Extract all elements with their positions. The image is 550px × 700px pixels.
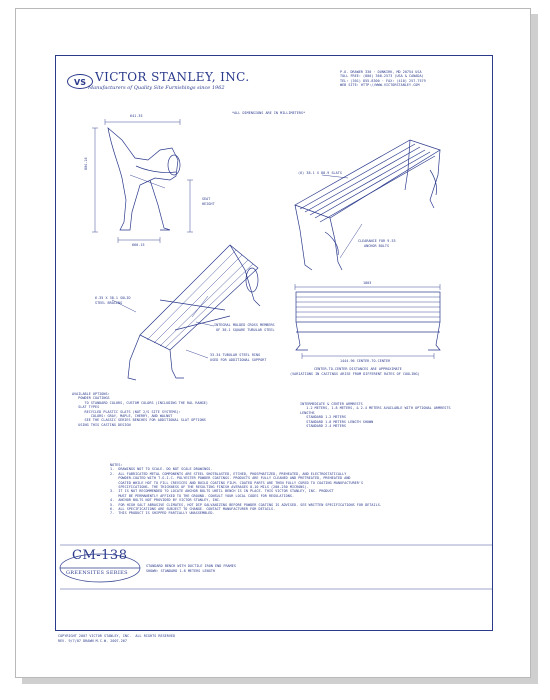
option-line: TO STANDARD COLORS, CUSTOM COLORS (INCLUDING THE RAL RANGE): [72, 400, 208, 405]
center-to-center-label: 1444.96 CENTER-TO-CENTER: [340, 359, 391, 363]
note-line: 2. ALL FABRICATED METAL COMPONENTS ARE STEEL SHOTBLASTED, ETCHED, PHOSPHATIZED, PREHEATED, AND ELECTROSTATICALLY: [110, 471, 347, 476]
clearance-label: CLEARANCE FOR 9.53: [358, 239, 396, 243]
option-line: STANDARD 1.2 METERS: [300, 415, 347, 420]
option-line: COLORS: GRAY, MAPLE, CHERRY, AND WALNUT: [72, 414, 173, 419]
notes-block: [110, 463, 382, 516]
product-shown: SHOWN: STANDARD 1.8 METERS LENGTH: [146, 569, 216, 573]
address-line: TOLL FREE: (800) 368-2573 (USA & CANADA): [340, 74, 424, 79]
copyright: COPYRIGHT 2007 VICTOR STANLEY, INC. ALL RIGHTS RESERVED: [58, 634, 176, 638]
approx-note-2: (VARIATIONS IN CASTINGS ARISE FROM DIFFERENT RATES OF COOLING): [290, 372, 420, 376]
option-line: SLAT TYPES: [72, 405, 100, 410]
note-line: 6. ALL SPECIFICATIONS ARE SUBJECT TO CHANGE. CONTACT MANUFACTURER FOR DETAILS.: [110, 507, 276, 512]
note-line: 7. THIS PRODUCT IS SHIPPED PARTIALLY UNASSEMBLED.: [110, 511, 215, 516]
dim-side-height: 804.16: [84, 157, 88, 170]
option-line: AVAILABLE OPTIONS:: [72, 392, 110, 396]
dim-side-width: 641.35: [130, 114, 143, 118]
available-options: [72, 392, 208, 427]
option-line: POWDER COATINGS: [72, 396, 110, 401]
series-name: GREENSITES SERIES: [66, 570, 128, 576]
option-line: STANDARD 2.4 METERS: [300, 424, 347, 429]
address-line: TEL: (301) 855-8300 · FAX: (410) 257-7579: [340, 78, 426, 83]
address-line: P.O. DRAWER 330 · DUNKIRK, MD 20754 USA: [340, 70, 422, 74]
vs-logo-icon: VS: [67, 74, 93, 89]
dim-side-depth: 660.15: [132, 243, 145, 247]
note-line: 1. DRAWINGS NOT TO SCALE. DO NOT SCALE DRAWINGS.: [110, 467, 213, 472]
cross-members-label-2: OF 38.1 SQUARE TUBULAR STEEL: [216, 328, 275, 332]
product-description: STANDARD BENCH WITH DUCTILE IRON END FRAMES: [146, 564, 236, 568]
option-line: STANDARD 1.8 METERS LENGTH SHOWN: [300, 419, 374, 424]
address-line: WEB SITE: HTTP://WWW.VICTORSTANLEY.COM: [340, 83, 420, 88]
tubular-ring-label: 33.34 TUBULAR STEEL RING: [210, 353, 261, 357]
steel-bracing-label: 6.35 X 38.1 SOLID: [95, 296, 131, 300]
model-number: CM-138: [72, 548, 128, 563]
seat-height-label: HEIGHT: [202, 202, 215, 206]
front-elevation-view: [295, 284, 440, 359]
cross-members-label: INTEGRAL MOLDED CROSS MEMBERS: [214, 323, 275, 327]
side-elevation-view: [92, 119, 193, 243]
anchor-bolts-label: ANCHOR BOLTS: [364, 244, 390, 248]
company-name: VICTOR STANLEY, INC.: [95, 70, 250, 84]
note-line: SPECIFICATIONS. THE THICKNESS OF THE RESULTING FINISH AVERAGES 8-10 MILS (200-250 MICRONS).: [110, 485, 309, 490]
units-note: *ALL DIMENSIONS ARE IN MILLIMETERS*: [232, 111, 306, 115]
seat-label: SEAT: [202, 197, 211, 201]
note-line: 5. FOR HIGH SALT ABRASIVE CLIMATES, HOT DIP GALVANIZING BEFORE POWDER COATING IS ADVISED. SEE WRITTEN SPECIFICATIONS FOR DETAILS.: [110, 502, 382, 507]
note-line: NOTES:: [110, 463, 123, 467]
dim-front-width: 1803: [363, 281, 372, 285]
company-tagline: Manufacturers of Quality Site Furnishings since 1962: [88, 85, 225, 91]
option-line: LENGTHS: [300, 410, 315, 415]
option-line: 1.2 METERS, 1.8 METERS, & 2.4 METERS AVAILABLE WITH OPTIONAL ARMRESTS: [300, 406, 451, 411]
option-line: SEE THE CLASSIC SERIES BENCHES FOR ADDITIONAL SLAT OPTIONS: [72, 418, 206, 423]
note-line: 3. IT IS NOT RECOMMENDED TO LOCATE ANCHOR BOLTS UNTIL BENCH IS IN PLACE. THIS VICTOR STANLEY, INC. PRODUCT: [110, 489, 334, 494]
option-line: USING THIS CASTING DESIGN: [72, 422, 131, 427]
steel-bracing-label-2: STEEL BRACING: [95, 301, 123, 305]
isometric-view: [295, 140, 440, 270]
note-line: 4. ANCHOR BOLTS NOT PROVIDED BY VICTOR STANLEY, INC.: [110, 498, 221, 503]
approx-note: CENTER-TO-CENTER DISTANCES ARE APPROXIMATE: [314, 367, 402, 371]
option-line: RECYCLED PLASTIC SLATS (NOT 2/S SITE SYSTEMS):: [72, 409, 181, 414]
tubular-ring-label-2: USED FOR ADDITIONAL SUPPORT: [210, 358, 267, 362]
option-line: INTERMEDIATE & CENTER ARMRESTS: [300, 402, 363, 406]
note-line: POWDER-COATED WITH T.G.I.C. POLYESTER POWDER COATINGS. PRODUCTS ARE FULLY CLEANED AND PRETREATED, PREHEATED AND: [110, 476, 351, 481]
slats-label: (6) 38.1 X 88.9 SLATS: [298, 171, 342, 175]
revision: REV. 9/7/07 DRAWN M.C.W. 2007-267: [58, 639, 128, 643]
note-line: MUST BE PERMANENTLY AFFIXED TO THE GROUND. CONSULT YOUR LOCAL CODES FOR REGULATIONS.: [110, 493, 295, 498]
note-line: COATED WHILE HOT TO FILL CREVICES AND BUILD COATING FILM. COATED PARTS ARE THEN FULLY CURED TO COATING MANUFACTURER'S: [110, 480, 364, 485]
armrests-lengths: [300, 402, 451, 428]
